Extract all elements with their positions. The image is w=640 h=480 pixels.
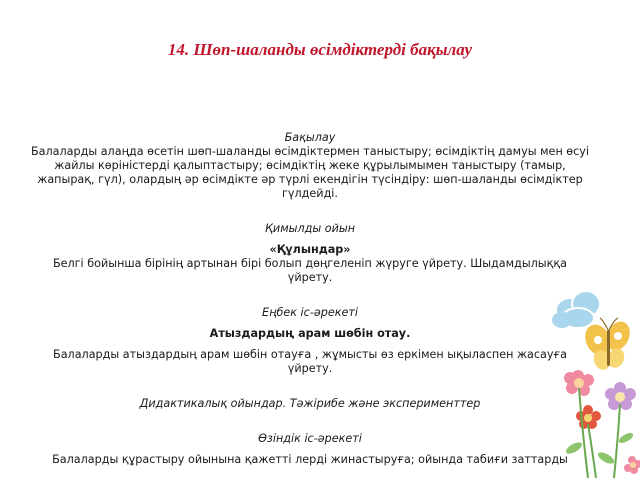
didactic-heading: Дидактикалық ойындар. Тәжірибе және эксперименттер [139, 397, 481, 410]
labor-heading: Еңбек іс-әрекеті [262, 306, 358, 319]
labor-text: Балаларды атыздардың арам шөбін отауға , жұмысты өз еркімен ықыласпен жасауға үйрету. [53, 348, 567, 375]
labor-section [30, 306, 590, 376]
active-game-heading: Қимылды ойын [264, 222, 356, 235]
didactic-section [30, 397, 590, 411]
observation-section [30, 131, 590, 201]
active-game-section [30, 222, 590, 285]
independent-heading: Өзіндік іс-әрекеті [258, 432, 362, 445]
active-game-text: Белгі бойынша бірінің артынан бірі болып дөңгеленіп жүруге үйрету. Шыдамдылыққа үйрету. [52, 257, 568, 284]
active-game-name: «Құлындар» [269, 243, 351, 256]
page-title: 14. Шөп-шаланды өсімдіктерді бақылау [167, 40, 473, 59]
labor-name: Атыздардың арам шөбін отау. [209, 327, 411, 340]
lesson-content [30, 131, 590, 467]
observation-heading: Бақылау [284, 131, 336, 144]
independent-text: Балаларды құрастыру ойынына қажетті лерді жинастыруға; ойында табиғи заттарды [52, 453, 568, 466]
cloud-icon [552, 291, 600, 328]
flower-icon [624, 456, 640, 474]
independent-section [30, 432, 590, 467]
decoration [548, 288, 640, 480]
observation-text: Балаларды алаңда өсетін шөп-шаланды өсімдіктермен таныстыру; өсімдіктің дамуы мен өсуі жайлы көріністерді қалыптастыру; өсімдіктің жеке құрылымымен таныстыру (тамыр, жапырақ, гүл), олардың әр өсімдікте әр түрлі екендігін түсіндіру: шөп-шаланды өсімдіктер гүлдейді. [30, 145, 590, 200]
